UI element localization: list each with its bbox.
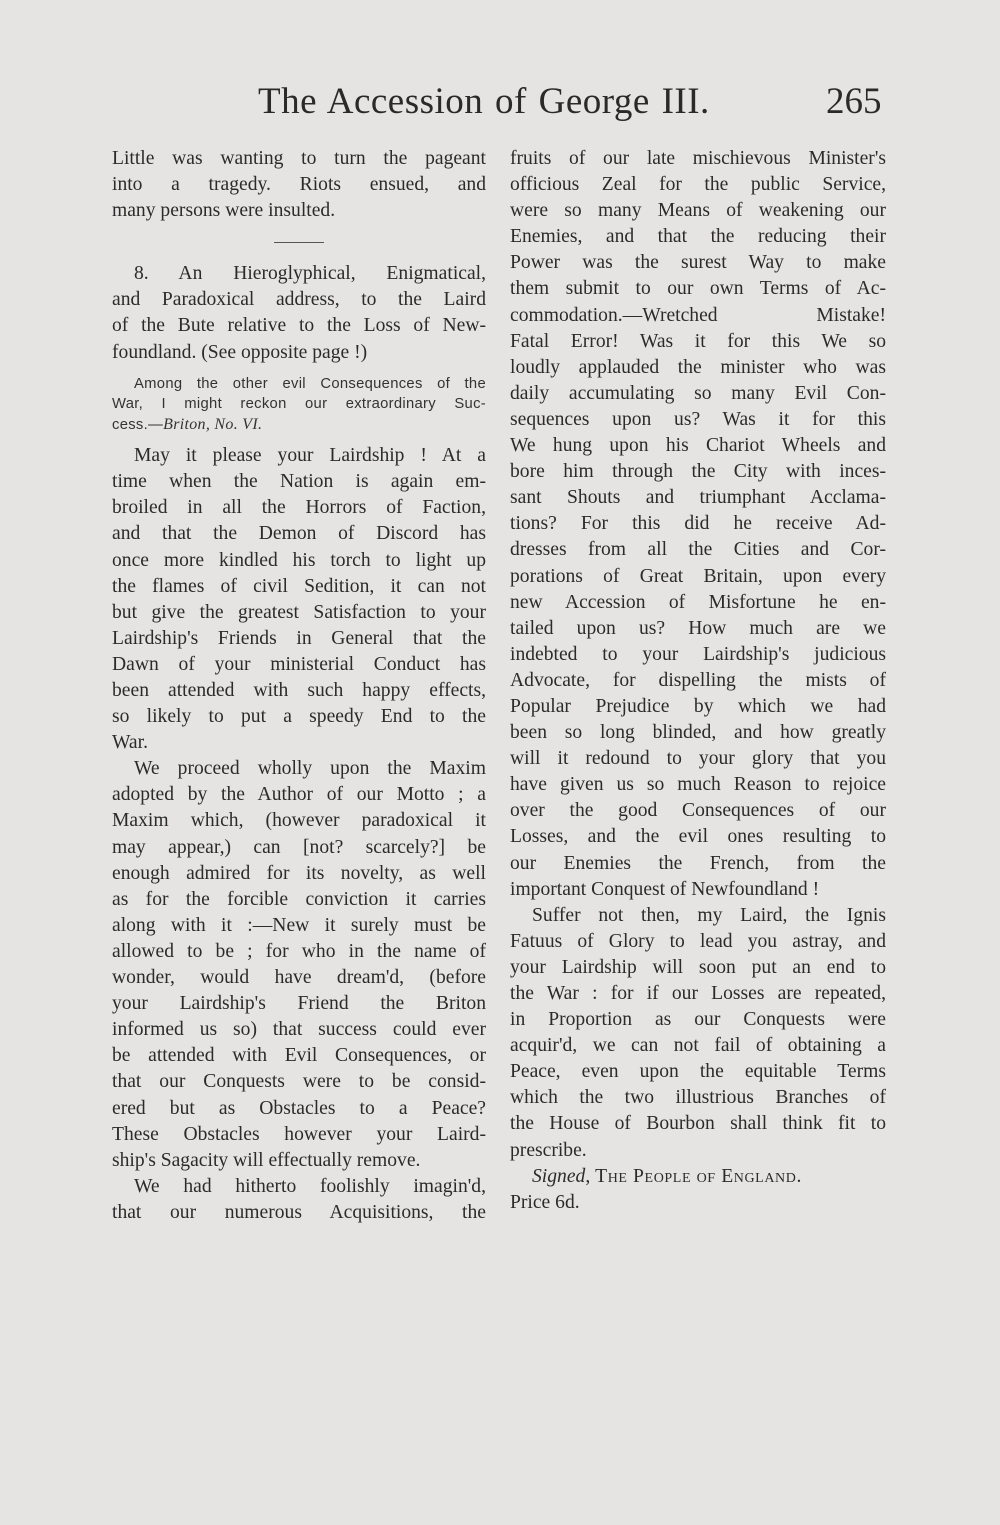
motto-reference: Briton, No. VI.	[163, 415, 263, 433]
text-line: Peace, even upon the equitable Terms	[510, 1061, 886, 1083]
text-line: foundland. (See opposite page !)	[112, 341, 368, 363]
text-line: ered but as Obstacles to a Peace?	[112, 1097, 486, 1119]
paragraph-continuation	[510, 146, 886, 903]
text-line: Advocate, for dispelling the mists of	[510, 669, 886, 691]
text-line: time when the Nation is again em-	[112, 471, 486, 493]
left-column	[112, 146, 486, 1226]
paragraph-acquisitions	[112, 1174, 486, 1226]
text-line: many persons were insulted.	[112, 200, 336, 222]
text-line: May it please your Lairdship ! At a	[134, 445, 486, 467]
signature-separator: ,	[585, 1165, 596, 1187]
text-line: Enemies, and that the reducing their	[510, 226, 886, 248]
text-line: in Proportion as our Conquests were	[510, 1009, 886, 1031]
text-line: Maxim which, (however paradoxical it	[112, 810, 486, 832]
text-line: Lairdship's Friends in General that the	[112, 627, 486, 649]
text-line: along with it :—New it surely must be	[112, 914, 486, 936]
right-column	[510, 146, 886, 1216]
text-line: which the two illustrious Branches of	[510, 1087, 886, 1109]
text-line: We had hitherto foolishly imagin'd,	[134, 1175, 486, 1197]
text-line: the War : for if our Losses are repeated,	[510, 983, 886, 1004]
text-line: allowed to be ; for who in the name of	[112, 940, 486, 962]
text-line: may appear,) can [not? scarcely?] be	[112, 836, 486, 858]
text-line: acquir'd, we can not fail of obtaining a	[510, 1035, 886, 1057]
text-line: and Paradoxical address, to the Laird	[112, 289, 486, 311]
text-line: your Lairdship will soon put an end to	[510, 956, 886, 978]
text-line: your Lairdship's Friend the Briton	[112, 993, 486, 1015]
text-line: wonder, would have dream'd, (before	[112, 967, 486, 989]
text-line: War, I might reckon our extraordinary Suc-	[112, 396, 486, 413]
text-line: the flames of civil Sedition, it can not	[112, 575, 486, 597]
text-line: adopted by the Author of our Motto ; a	[112, 784, 486, 806]
text-line: informed us so) that success could ever	[112, 1019, 486, 1041]
running-title: The Accession of George III.	[258, 81, 710, 122]
text-line: fruits of our late mischievous Minister's	[510, 148, 886, 169]
section-divider	[274, 242, 324, 243]
text-line: porations of Great Britain, upon every	[510, 565, 886, 587]
paragraph-address	[112, 443, 486, 756]
text-line: tailed upon us? How much are we	[510, 617, 886, 639]
text-line: been so long blinded, and how greatly	[510, 722, 886, 744]
text-line: them submit to our own Terms of Ac-	[510, 278, 886, 300]
text-line: loudly applauded the minister who was	[510, 356, 886, 378]
text-line: Losses, and the evil ones resulting to	[510, 826, 886, 848]
text-line: been attended with such happy effects,	[112, 680, 486, 701]
text-line: into a tragedy. Riots ensued, and	[112, 174, 486, 196]
text-line: 8. An Hieroglyphical, Enigmatical,	[134, 263, 486, 285]
text-line: were so many Means of weakening our	[510, 200, 886, 222]
text-line: broiled in all the Horrors of Faction,	[112, 497, 486, 519]
text-line: tions? For this did he receive Ad-	[510, 513, 886, 535]
page-number: 265	[826, 81, 882, 122]
text-line: Dawn of your ministerial Conduct has	[112, 653, 486, 675]
text-line: indebted to your Lairdship's judicious	[510, 643, 886, 665]
text-line: prescribe.	[510, 1139, 587, 1161]
text-line: sequences upon us? Was it for this	[510, 408, 886, 430]
text-line: Power was the surest Way to make	[510, 252, 886, 274]
price-line: Price 6d.	[510, 1191, 580, 1213]
text-line: Among the other evil Consequences of the	[134, 375, 486, 392]
text-line: our Enemies the French, from the	[510, 852, 886, 874]
motto-text: cess.—	[112, 416, 164, 433]
text-line: enough admired for its novelty, as well	[112, 862, 486, 884]
signature-label: Signed	[532, 1165, 586, 1187]
text-line: commodation.—Wretched Mistake!	[510, 304, 886, 326]
text-line: new Accession of Misfortune he en-	[510, 591, 886, 613]
item-8-heading	[112, 261, 486, 365]
paragraph-pageant	[112, 146, 486, 224]
text-line: sant Shouts and triumphant Acclama-	[510, 487, 886, 509]
text-line: We proceed wholly upon the Maxim	[134, 758, 486, 780]
text-line: ship's Sagacity will effectually remove.	[112, 1149, 421, 1171]
text-line: of the Bute relative to the Loss of New-	[112, 315, 486, 337]
text-line: that our Conquests were to be consid-	[112, 1071, 486, 1093]
text-line: and that the Demon of Discord has	[112, 523, 486, 545]
text-line: be attended with Evil Consequences, or	[112, 1045, 486, 1067]
text-line: that our numerous Acquisitions, the	[112, 1201, 486, 1223]
text-line: bore him through the City with inces-	[510, 461, 886, 483]
signature-block	[510, 1164, 886, 1216]
text-line: important Conquest of Newfoundland !	[510, 878, 820, 900]
text-line: will it redound to your glory that you	[510, 748, 886, 770]
text-line: Little was wanting to turn the pageant	[112, 148, 486, 169]
text-line: These Obstacles however your Laird-	[112, 1123, 486, 1145]
signature-name: The People of England.	[595, 1165, 802, 1187]
text-line: but give the greatest Satisfaction to your	[112, 601, 486, 623]
text-line: officious Zeal for the public Service,	[510, 174, 886, 196]
text-line: dresses from all the Cities and Cor-	[510, 539, 886, 561]
text-line: over the good Consequences of our	[510, 800, 886, 822]
motto-citation-line	[112, 415, 486, 436]
paragraph-ignis-fatuus	[510, 903, 886, 1164]
text-line: daily accumulating so many Evil Con-	[510, 382, 886, 404]
text-line: so likely to put a speedy End to the	[112, 706, 486, 728]
motto-epigraph	[112, 374, 486, 436]
signature-line	[510, 1164, 886, 1190]
text-line: Fatuus of Glory to lead you astray, and	[510, 930, 886, 952]
text-line: as for the forcible conviction it carries	[112, 888, 486, 910]
text-line: Suffer not then, my Laird, the Ignis	[532, 904, 886, 926]
text-line: We hung upon his Chariot Wheels and	[510, 435, 886, 457]
text-line: the House of Bourbon shall think fit to	[510, 1113, 886, 1135]
paragraph-maxim	[112, 756, 486, 1174]
text-line: once more kindled his torch to light up	[112, 549, 486, 571]
text-line: have given us so much Reason to rejoice	[510, 774, 886, 796]
text-line: War.	[112, 732, 148, 754]
text-line: Fatal Error! Was it for this We so	[510, 330, 886, 352]
text-line: Popular Prejudice by which we had	[510, 695, 886, 717]
